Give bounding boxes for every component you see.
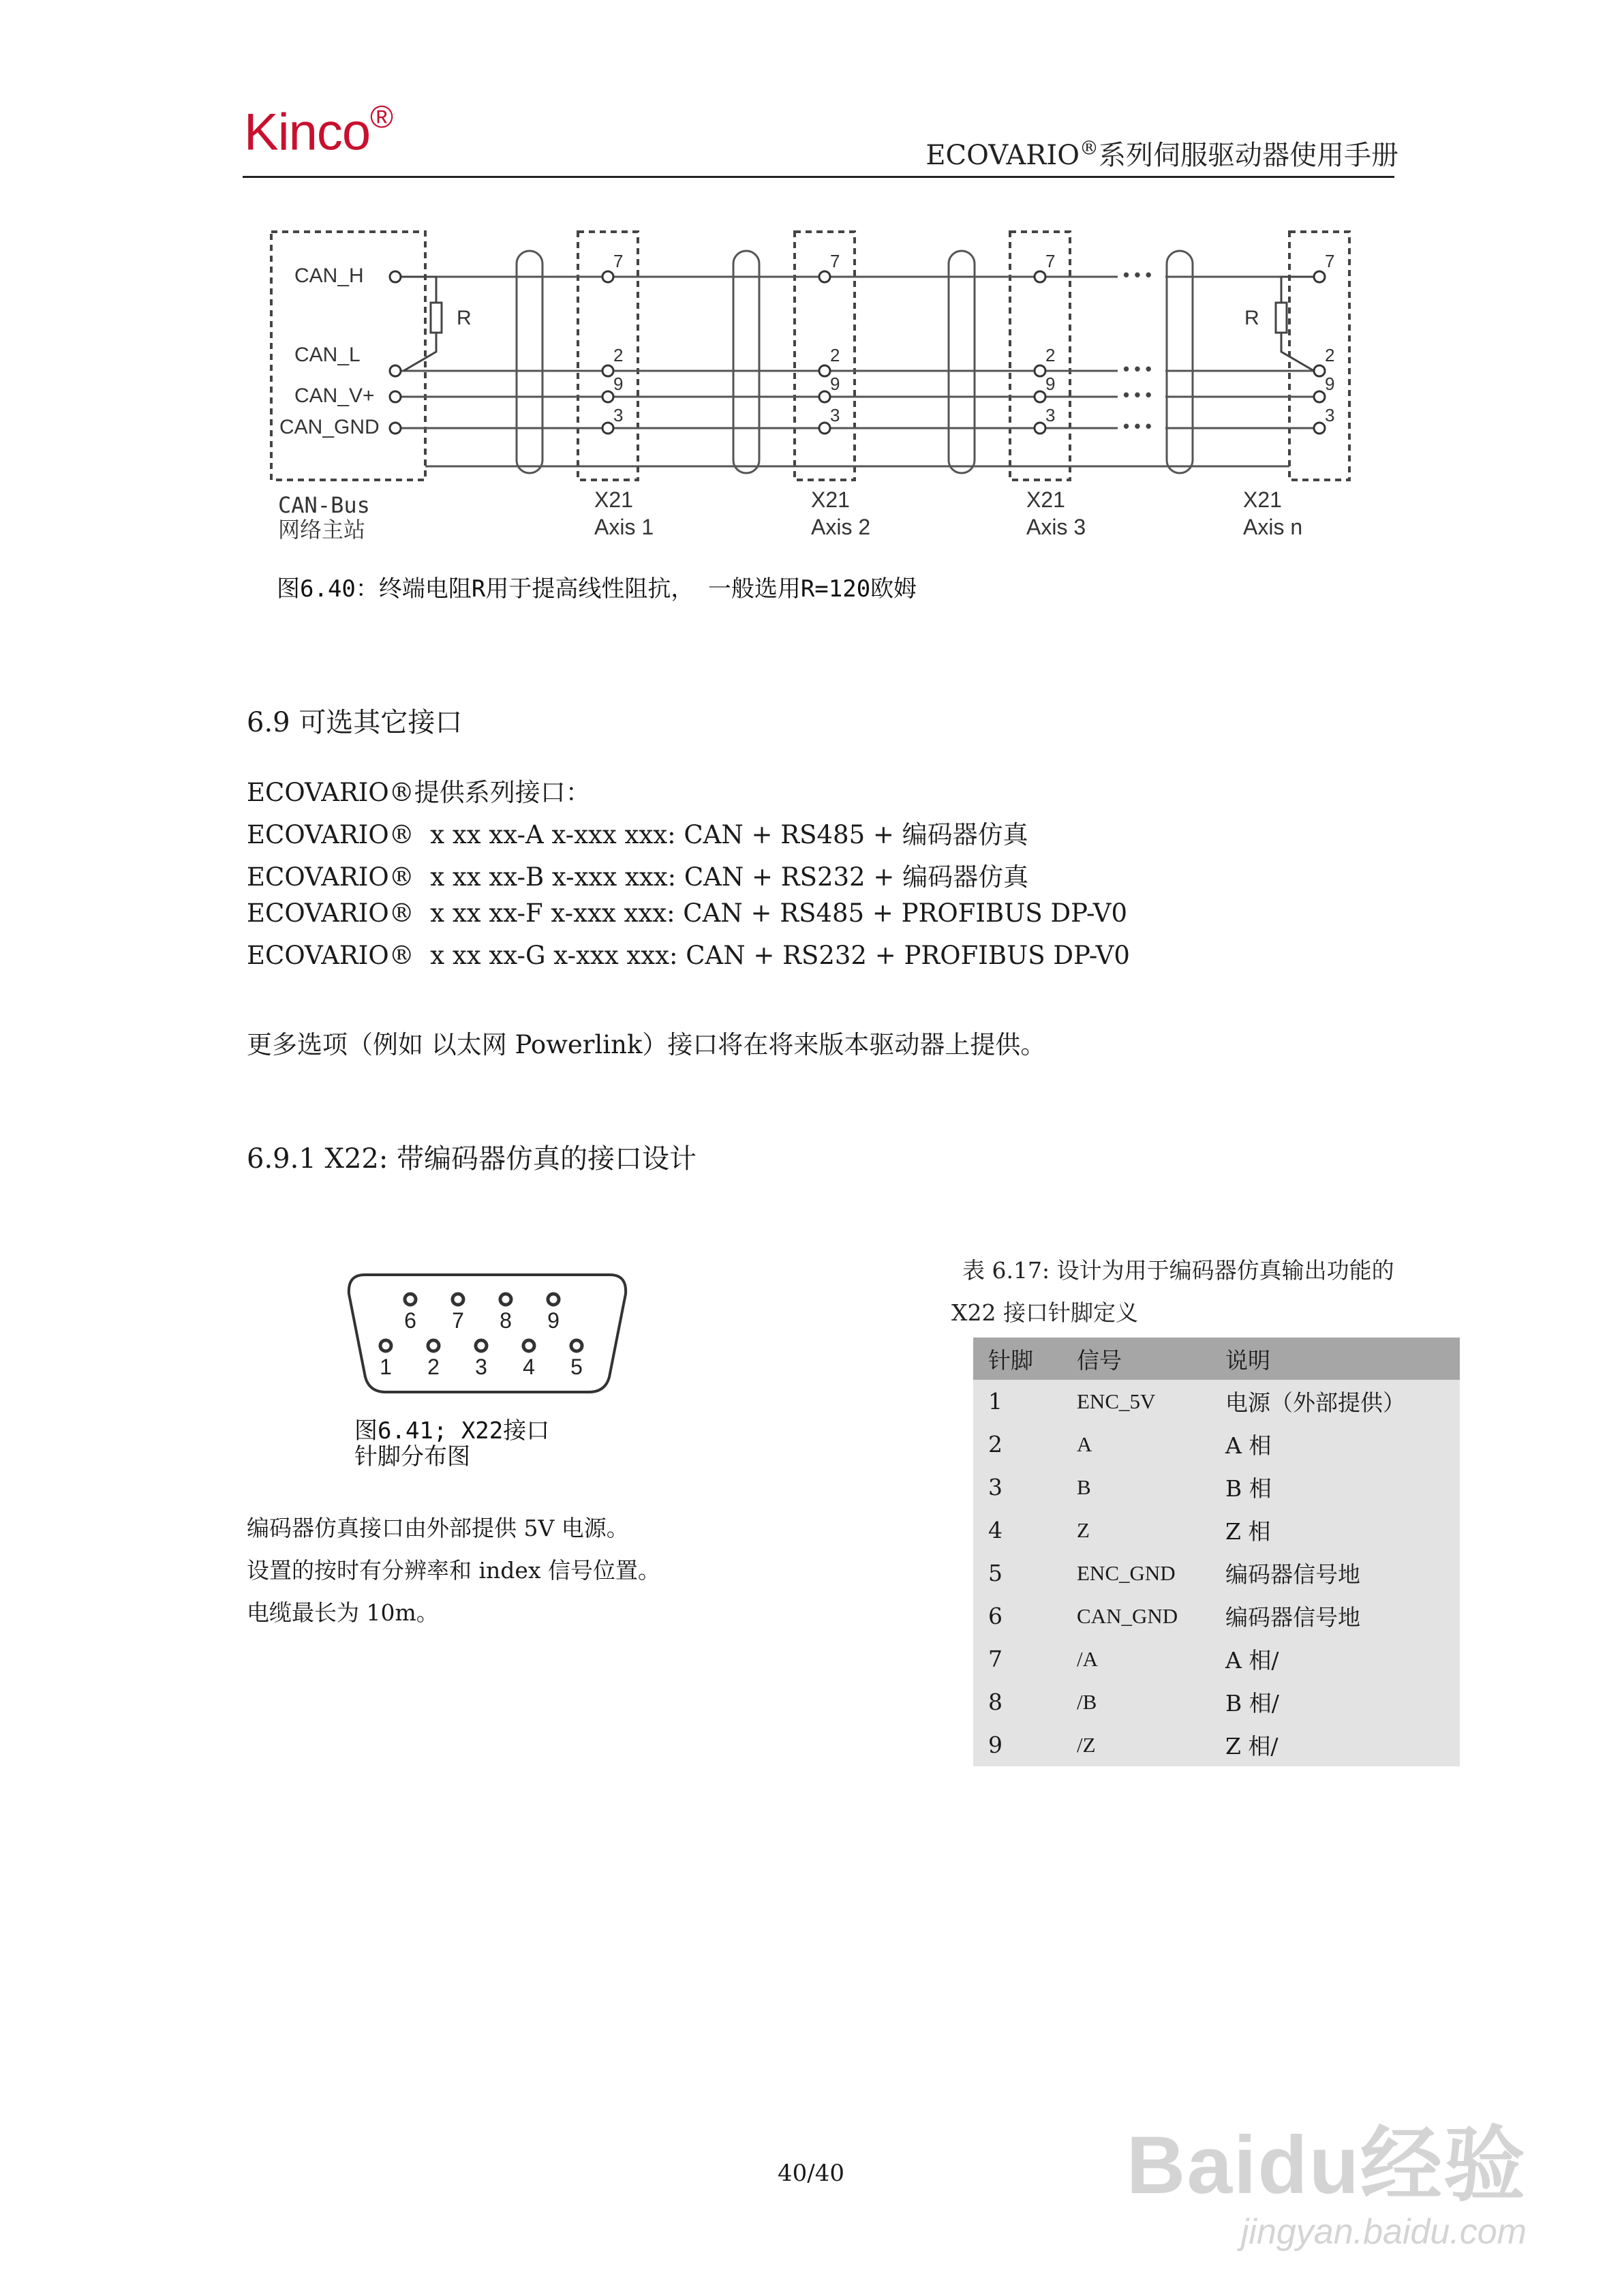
section-6-9-1-heading: 6.9.1 X22: 带编码器仿真的接口设计 (247, 1143, 697, 1175)
figure-6-41-caption-line2: 针脚分布图 (354, 1443, 470, 1470)
cell-pin: 6 (973, 1595, 1062, 1637)
header-signal: 信号 (1062, 1338, 1210, 1380)
table-6-17-caption-line1: 表 6.17: 设计为用于编码器仿真输出功能的 (962, 1257, 1394, 1284)
cell-signal: /Z (1062, 1723, 1210, 1766)
cell-signal: Z (1062, 1509, 1210, 1552)
table-6-17-caption-line2: X22 接口针脚定义 (951, 1299, 1138, 1326)
cell-pin: 5 (973, 1552, 1062, 1595)
terminal-can-h (390, 271, 401, 282)
cell-description: B 相 (1210, 1466, 1460, 1509)
baidu-jingyan-watermark (1127, 2100, 1527, 2252)
svg-text:9: 9 (830, 374, 840, 394)
cell-signal: B (1062, 1466, 1210, 1509)
interface-line-b: ECOVARIO® x xx xx-B x-xxx xxx: CAN + RS232 + 编码器仿真 (247, 862, 1029, 892)
table-row (973, 1595, 1460, 1637)
pin-label-4: 4 (523, 1355, 535, 1379)
header-description: 说明 (1210, 1338, 1460, 1380)
cable-shield-4 (1167, 251, 1193, 473)
cell-description: B 相/ (1210, 1680, 1460, 1723)
kinco-logo (244, 99, 393, 162)
cell-signal: A (1062, 1423, 1210, 1466)
label-can-bus: CAN-Bus (278, 492, 370, 518)
interface-line-a: ECOVARIO® x xx xx-A x-xxx xxx: CAN + RS485 + 编码器仿真 (247, 820, 1028, 849)
interfaces-intro: ECOVARIO®提供系列接口： (247, 778, 591, 807)
svg-text:7: 7 (613, 251, 624, 271)
table-header-row (973, 1338, 1460, 1380)
label-r-right: R (1244, 307, 1259, 329)
pin-label-2: 2 (427, 1355, 440, 1379)
pin-label-1: 1 (380, 1355, 392, 1379)
page-number: 40/40 (778, 2160, 844, 2187)
label-r-left: R (457, 307, 472, 329)
terminal-can-gnd (390, 423, 401, 434)
table-row (973, 1466, 1460, 1509)
document-title (925, 134, 1398, 172)
cell-pin: 2 (973, 1423, 1062, 1466)
table-row (973, 1552, 1460, 1595)
svg-text:2: 2 (1045, 345, 1056, 365)
header-pin: 针脚 (973, 1338, 1062, 1380)
table-row (973, 1380, 1460, 1423)
label-master-station: 网络主站 (278, 517, 366, 543)
label-can-l: CAN_L (294, 344, 361, 366)
title-registered-mark: ® (1080, 136, 1099, 160)
connector-axis-1: Axis 1 (594, 515, 654, 539)
can-bus-wiring-diagram (259, 218, 1363, 573)
connector-name-3: X21 (1026, 487, 1065, 512)
figure-6-41-caption-line1: 图6.41; X22接口 (354, 1417, 550, 1445)
svg-text:3: 3 (1045, 405, 1056, 425)
title-text: 系列伺服驱动器使用手册 (1099, 140, 1398, 171)
interface-line-f: ECOVARIO® x xx xx-F x-xxx xxx: CAN + RS485 + PROFIBUS DP-V0 (247, 898, 1128, 928)
svg-text:9: 9 (1045, 374, 1056, 394)
note-cable-length: 电缆最长为 10m。 (247, 1599, 439, 1626)
connector-axis-3: Axis 3 (1026, 515, 1086, 539)
x22-pin-definition-table (973, 1338, 1460, 1766)
terminal-can-l (390, 365, 401, 376)
connector-box-1 (578, 232, 638, 480)
pin-label-7: 7 (452, 1308, 464, 1333)
pin-label-8: 8 (500, 1308, 512, 1333)
pin-label-5: 5 (570, 1355, 583, 1379)
terminal-can-v (390, 391, 401, 402)
connector-box-2 (795, 232, 855, 480)
cell-signal: ENC_GND (1062, 1552, 1210, 1595)
x22-dsub-connector-icon (334, 1268, 641, 1398)
svg-text:3: 3 (1325, 405, 1335, 425)
svg-text:7: 7 (1325, 251, 1335, 271)
table-row (973, 1637, 1460, 1680)
svg-text:• • •: • • • (1123, 359, 1152, 379)
pin-label-9: 9 (547, 1308, 560, 1333)
header-rule (243, 176, 1394, 178)
watermark-url: jingyan.baidu.com (1240, 2212, 1527, 2252)
svg-text:2: 2 (613, 345, 624, 365)
cable-shield-3 (949, 251, 975, 473)
figure-6-40-caption: 图6.40：终端电阻R用于提高线性阻抗， 一般选用R=120欧姆 (277, 575, 917, 603)
svg-text:2: 2 (830, 345, 840, 365)
figure-6-41-caption (354, 1418, 549, 1470)
left-resistor (399, 277, 442, 371)
cell-pin: 1 (973, 1380, 1062, 1423)
watermark-logo-text: Baidu经验 (1126, 2119, 1527, 2211)
pin-label-3: 3 (475, 1355, 487, 1379)
cell-description: Z 相/ (1210, 1723, 1460, 1766)
cable-shield-2 (733, 251, 759, 473)
cell-pin: 7 (973, 1637, 1062, 1680)
cell-description: A 相 (1210, 1423, 1460, 1466)
right-resistor (1276, 277, 1317, 371)
svg-text:• • •: • • • (1123, 416, 1152, 436)
connector-name-1: X21 (594, 487, 633, 512)
label-can-gnd: CAN_GND (279, 416, 380, 438)
table-row (973, 1723, 1460, 1766)
svg-text:2: 2 (1325, 345, 1335, 365)
logo-registered-mark: ® (370, 99, 393, 134)
pin-label-6: 6 (404, 1308, 416, 1333)
cell-pin: 3 (973, 1466, 1062, 1509)
svg-text:7: 7 (830, 251, 840, 271)
bus-continuation-dots: • • • (1123, 265, 1152, 285)
table-row (973, 1680, 1460, 1723)
cell-signal: /B (1062, 1680, 1210, 1723)
cell-signal: ENC_5V (1062, 1380, 1210, 1423)
svg-text:9: 9 (1325, 374, 1335, 394)
connector-name-n: X21 (1243, 487, 1282, 512)
interface-line-g: ECOVARIO® x xx xx-G x-xxx xxx: CAN + RS232 + PROFIBUS DP-V0 (247, 941, 1130, 970)
cable-shield-1 (517, 251, 542, 473)
note-power: 编码器仿真接口由外部提供 5V 电源。 (247, 1515, 629, 1541)
cell-pin: 9 (973, 1723, 1062, 1766)
cell-description: 电源（外部提供） (1210, 1380, 1460, 1423)
svg-text:3: 3 (830, 405, 840, 425)
cell-pin: 4 (973, 1509, 1062, 1552)
svg-text:3: 3 (613, 405, 624, 425)
cell-pin: 8 (973, 1680, 1062, 1723)
table-row (973, 1423, 1460, 1466)
svg-text:• • •: • • • (1123, 384, 1152, 405)
cell-signal: /A (1062, 1637, 1210, 1680)
svg-text:7: 7 (1045, 251, 1056, 271)
connector-box-3 (1010, 232, 1070, 480)
cell-description: 编码器信号地 (1210, 1552, 1460, 1595)
connector-axis-n: Axis n (1243, 515, 1303, 539)
logo-text: Kinco (244, 103, 371, 162)
connector-name-2: X21 (811, 487, 850, 512)
title-brand: ECOVARIO (925, 140, 1080, 171)
label-can-h: CAN_H (294, 265, 364, 287)
cell-description: A 相/ (1210, 1637, 1460, 1680)
label-can-v: CAN_V+ (294, 384, 375, 407)
svg-text:9: 9 (613, 374, 624, 394)
table-row (973, 1509, 1460, 1552)
cell-signal: CAN_GND (1062, 1595, 1210, 1637)
connector-box-n (1289, 232, 1349, 480)
cell-description: Z 相 (1210, 1509, 1460, 1552)
section-6-9-heading: 6.9 可选其它接口 (247, 707, 463, 738)
cell-description: 编码器信号地 (1210, 1595, 1460, 1637)
more-options-text: 更多选项（例如 以太网 Powerlink）接口将在将来版本驱动器上提供。 (247, 1030, 1046, 1059)
connector-axis-2: Axis 2 (811, 515, 871, 539)
note-resolution: 设置的按时有分辨率和 index 信号位置。 (247, 1557, 661, 1584)
